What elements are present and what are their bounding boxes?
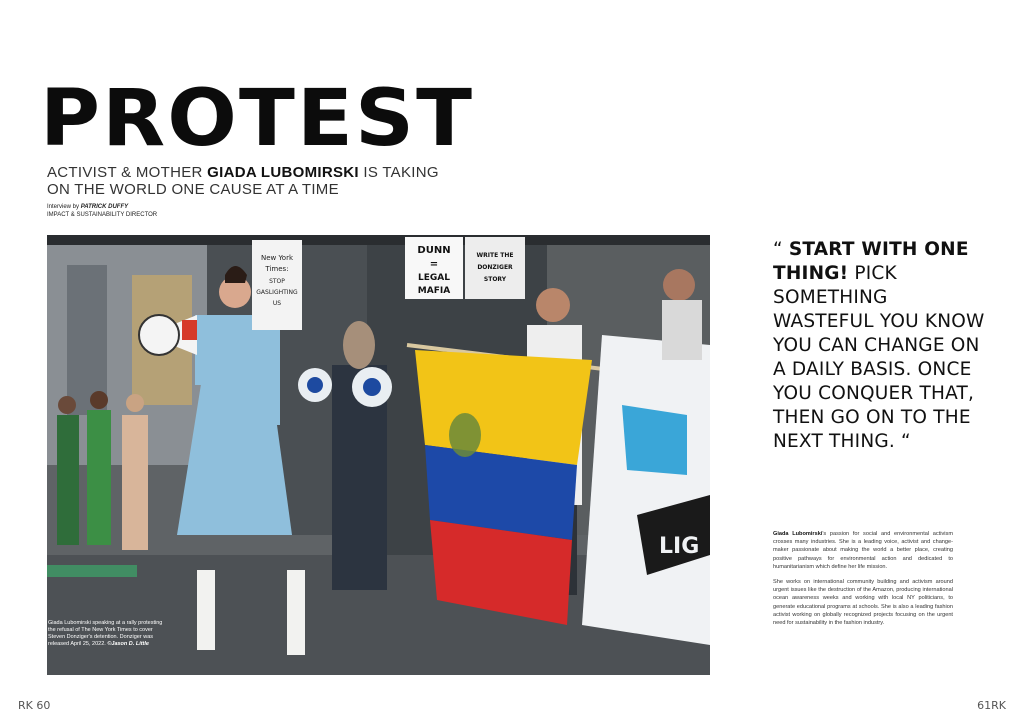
svg-text:New York: New York: [260, 254, 294, 262]
svg-text:GASLIGHTING: GASLIGHTING: [256, 289, 298, 296]
svg-text:=: =: [429, 259, 439, 270]
page-number-right: 61RK: [977, 699, 1006, 712]
subtitle-name: GIADA LUBOMIRSKI: [207, 164, 359, 181]
caption-text: Giada Lubomirski speaking at a rally protesting the refusal of The New York Times to cover Steven Donziger's detention. Donziger was released April 25, 2022.: [48, 620, 163, 647]
caption-credit: ©Jason D. Little: [107, 641, 149, 647]
svg-text:LIG: LIG: [659, 534, 700, 559]
quote-rest: PICK SOMETHING WASTEFUL YOU KNOW YOU CAN CHANGE ON A DAILY BASIS. ONCE YOU CONQUER THAT, THEN GO ON TO THE NEXT THING. “: [773, 263, 985, 452]
svg-text:WRITE THE: WRITE THE: [476, 252, 514, 259]
svg-text:Times:: Times:: [265, 265, 289, 273]
byline: [47, 203, 157, 219]
svg-text:STORY: STORY: [483, 276, 507, 283]
subtitle: [47, 164, 447, 198]
quote-open: “: [773, 239, 789, 260]
byline-prefix: Interview by: [47, 204, 81, 210]
svg-text:MAFIA: MAFIA: [417, 286, 451, 296]
photo-illustration: [47, 235, 710, 675]
svg-text:STOP: STOP: [269, 278, 285, 285]
byline-author: PATRICK DUFFY: [80, 204, 129, 210]
svg-text:DONZIGER: DONZIGER: [477, 264, 513, 271]
protest-photo: [47, 235, 710, 675]
page-number-left: RK 60: [18, 699, 51, 712]
svg-text:US: US: [272, 300, 282, 307]
subtitle-part1: ACTIVIST & MOTHER: [47, 164, 208, 181]
body-paragraph-1: [773, 530, 953, 571]
pull-quote: [773, 238, 993, 454]
subtitle-part2: IS TAKING ON THE WORLD ONE CAUSE AT A TIME: [47, 164, 439, 198]
byline-role: IMPACT & SUSTAINABILITY DIRECTOR: [47, 212, 158, 218]
body-paragraph-2: She works on international community building and activism around urgent issues like the destruction of the Amazon, producing international ocean awareness weeks and working with local NY politicians, to generate educational programs at schools. She is also a leading fashion activist working on globally recognized projects focusing on the urgent need for sustainability in the fashion industry.: [773, 579, 953, 627]
svg-text:DUNN: DUNN: [417, 245, 451, 256]
body-text: [773, 530, 953, 634]
page-title: PROTEST: [40, 74, 475, 164]
body-name: Giada Lubomirski: [773, 531, 823, 537]
quote-bold: START WITH ONE THING!: [773, 239, 969, 284]
svg-text:LEGAL: LEGAL: [418, 273, 450, 283]
body-p1-rest: 's passion for social and environmental activism crosses many industries. She is a leading voice, activist and change-maker passionate about making the world a better place, creating positive pathways for environmental action and dedicated to humanitarianism which define her life mission.: [773, 531, 953, 570]
photo-caption: [48, 620, 168, 648]
